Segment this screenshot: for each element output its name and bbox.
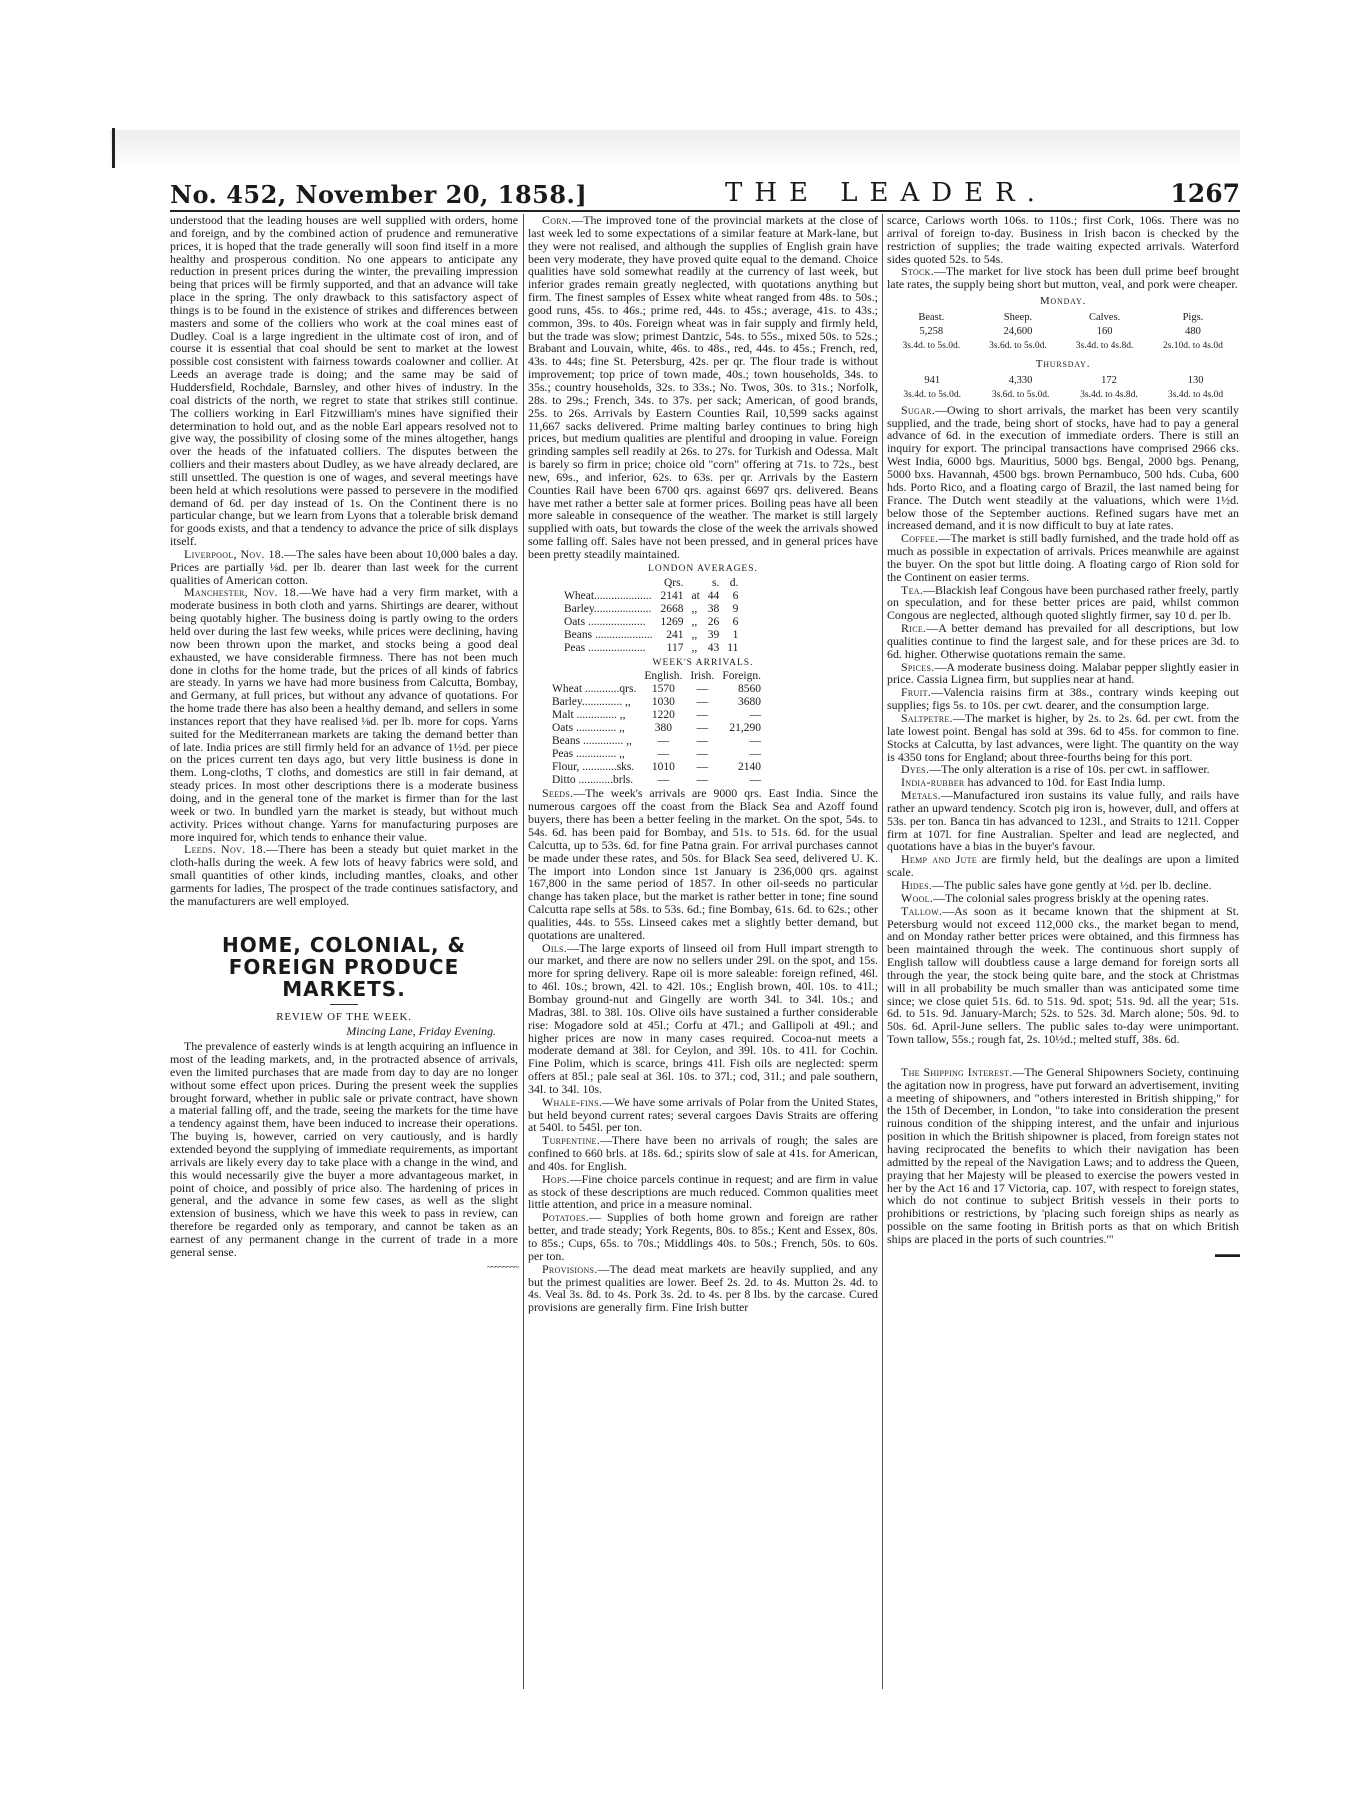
paragraph-coffee: [887, 532, 1239, 583]
table-cell: 130: [1187, 374, 1204, 386]
paragraph-rice: [887, 622, 1239, 661]
table-cell: Wheat ............qrs.: [552, 683, 637, 696]
table-cell: 6: [732, 589, 739, 602]
arrivals-title: WEEK'S ARRIVALS.: [652, 657, 754, 668]
paragraph-lead: Rice.: [901, 621, 927, 636]
end-ornament: ~~~~~~~~: [487, 1261, 518, 1272]
paragraph-lead: Sugar.: [901, 402, 936, 417]
table-cell: 241: [666, 628, 684, 641]
table-row: [560, 590, 742, 603]
table-cell: —: [749, 774, 761, 787]
scan-shadow: [110, 130, 1240, 170]
table-cell: Qrs.: [663, 576, 684, 589]
table-cell: Beans .............. ,,: [552, 735, 632, 748]
paragraph-manchester: [170, 586, 518, 843]
paragraph-shipping-interest: [887, 1066, 1239, 1246]
paragraph-lead: Provisions.: [542, 1261, 598, 1276]
table-cell: 172: [1101, 374, 1117, 386]
table-cell: 1010: [651, 761, 675, 774]
paragraph-text: —The improved tone of the provincial markets at the close of last week led to some expectations of a similar feature at Mark-lane, but they were not realised, and although the supplies of English grain have been very moderate, they have proved quite equal to the demand. Choice qualities have sold somewhat readily at the currency of last week, but inferior grades remain greatly neglected, with quotations anything but firm. The finest samples of Essex white wheat ranged from 48s. to 50s.; good runs, 45s. to 46s.; prime red, 44s. to 45s.; average, 41s. to 43s.; common, 39s. to 40s. Foreign wheat was in fair supply and firmly held, but the trade was slow; primest Dantzic, 54s. to 55s., mixed 50s. to 52s.; Brabant and Louvain, white, 46s. to 48s., red, 44s. to 45s.; French, red, 43s. to 44s; fine St. Petersburg, 42s. per qr. The flour trade is without improvement; top price of town made, 40s.; town households, 34s. to 35s.; country households, 32s. to 33s.; No. Twos, 30s. to 31s.; Norfolk, 28s. to 29s.; French, 34s. to 37s. per sack; American, of good brands, 25s. to 26s. Arrivals by Eastern Counties Rail, 10,599 sacks against 11,667 sacks delivered. Prime malting barley continues to bring high prices, but medium qualities are plentiful and drooping in value. Foreign grinding samples sell readily at 26s. to 27s. for Turkish and Odessa. Malt is barely so firm in price; choice old "corn" offering at 71s. to 72s., best new, 69s., and inferior, 62s. to 63s. per qr. Arrivals by the Eastern Counties Rail have been 6700 qrs. against 6697 qrs. delivered. Beans have met rather a better sale at former prices. Boiling peas have all been more saleable in consequence of the weather. The market is still largely supplied with oats, but towards the close of the week the arrivals showed some falling off. Sales have not been pressed, and in general prices have been pretty steadily maintained.: [528, 213, 878, 561]
table-cell: —: [696, 696, 709, 709]
column-rule: [882, 214, 883, 1689]
paragraph-text: —We have had a very firm market, with a moderate business in both cloth and yarns. Shirtings are dearer, without being quotably higher. The business doing is partly owing to the orders held over during the last few weeks, while prices were declining, having now been thrown upon the market, and stocks being a good deal exhausted, we have considerable firmness. There has not been much done in cloths for the home trade, but the prices of all kinds of fabrics are steady. In yarns we have had more business from Calcutta, Bombay, and Germany, at full prices, but without any advance of quotations. For the home trade there has also been a healthy demand, and sellers in some instances report that they have realised ⅛d. per lb. more for cops. Yarns suited for the Mediterranean markets are taking the demand better than of late. India prices are still firmly held for an advance of 1½d. per piece on the prices current ten days ago, but very little business is done in them. Long-cloths, T cloths, and domestics are still in fair demand, at steady prices. In most other descriptions there is a moderate business doing, and in the general tone of the market is firmer than for the last week or two. In bundled yarn the market is steady, but without much activity. Prices without change. Yarns for manufacturing purposes are more inquired for, which tends to enhance their value.: [170, 585, 518, 844]
paragraph-fruit: [887, 686, 1239, 712]
column-2: [528, 214, 878, 1314]
paragraph-lead: Seeds.: [542, 786, 574, 801]
table-header-row: [889, 312, 1237, 324]
table-cell: [560, 577, 656, 590]
table-row: [560, 616, 742, 629]
table-cell: Irish.: [690, 670, 715, 683]
table-cell: Barley....................: [564, 602, 652, 615]
table-cell: 2s.10d. to 4s.0d: [1162, 340, 1223, 351]
paragraph-text: —The week's arrivals are 9000 qrs. East India. Since the numerous cargoes off the coast from the Black Sea and Azoff found buyers, there has been a better feeling in the market. On the spot, 54s. to 54s. 6d. has been paid for Bombay, and 51s. to 51s. 6d. for the usual Calcutta, up to 53s. 6d. for fine Patna grain. For arrival purchases cannot be made under these rates, and 50s. for Black Sea seed, delivered U. K. The import into London since 1st January is 236,000 qrs. against 167,800 in the same period of 1857. In other oil-seeds no particular change has taken place, but the market is rather better in tone; fine sound Calcutta rape sells at 58s. to 53s. 6d.; fine Bombay, 61s. 6d. to 62s.; other qualities, 44s. to 55s. Linseed cakes met a slightly better demand, but quotations are unaltered.: [528, 786, 878, 942]
table-cell: English.: [644, 670, 683, 683]
table-cell: 39: [707, 628, 720, 641]
paragraph-lead: Saltpetre.: [901, 711, 953, 725]
paragraph-lead: The Shipping Interest.: [901, 1064, 1013, 1079]
paragraph-whale-fins: [528, 1096, 878, 1135]
paragraph-potatoes: [528, 1211, 878, 1262]
paragraph-tea: [887, 584, 1239, 623]
paragraph-text: —The only alteration is a rise of 10s. per cwt. in safflower.: [929, 762, 1210, 777]
table-cell: 38: [707, 602, 720, 615]
table-cell: 26: [707, 615, 720, 628]
paragraph-text: —Valencia raisins firm at 38s., contrary winds keeping out supplies; figs 5s. to 10s. per cwt. dearer, and the consumption large.: [887, 685, 1239, 713]
paragraph-lead: Potatoes.: [542, 1210, 590, 1225]
paragraph-provisions: [528, 1263, 878, 1314]
paragraph-text: —The sales have been about 10,000 bales a day. Prices are partially ⅛d. per lb. dearer than last week for the current qualities of American cotton.: [170, 546, 518, 587]
table-row: [548, 696, 765, 709]
monday-heading: Monday.: [1039, 295, 1087, 308]
table-cell: —: [696, 748, 709, 761]
paragraph-text: —Blackish leaf Congous have been purchased rather freely, partly on speculation, and for these better prices are paid, whilst common Congous are neglected, although quoted slightly firmer, say 10 d. per lb.: [887, 582, 1239, 623]
table-cell: at: [691, 589, 700, 602]
paragraph-seeds: [528, 787, 878, 941]
paragraph-lead: Corn.: [542, 213, 572, 227]
paragraph-oils: [528, 942, 878, 1096]
table-cell: 1030: [651, 696, 675, 709]
scan-edge: [112, 128, 115, 168]
table-cell: 3s.4d. to 4s.8d.: [1080, 389, 1138, 400]
table-cell: 24,600: [1003, 325, 1033, 337]
paragraph-lead: Metals.: [901, 788, 941, 803]
table-cell: Flour, ............sks.: [552, 761, 635, 774]
table-cell: Oats ....................: [564, 615, 646, 628]
paragraph-leeds: [170, 843, 518, 907]
paragraph-lead: Hides.: [901, 877, 933, 892]
paragraph-turpentine: [528, 1134, 878, 1173]
end-ornament: ▬▬▬: [1215, 1248, 1239, 1259]
table-cell: 4,330: [1008, 374, 1033, 386]
table-cell: 2668: [660, 602, 684, 615]
table-cell: Beast.: [918, 311, 945, 323]
paragraph-text: —The market is higher, by 2s. to 2s. 6d. per cwt. from the late lowest point. Bengal has sold at 39s. 6d to 45s. for common to fine. Stocks at Calcutta, by last advances, were light. The quantity on the way is 4350 tons for England; about three-fourths being for this port.: [887, 711, 1239, 764]
table-cell: Barley.............. ,,: [552, 696, 631, 709]
table-row: [548, 722, 765, 735]
table-cell: 3s.4d. to 5s.0d.: [903, 389, 961, 400]
table-cell: Beans ....................: [564, 628, 653, 641]
masthead-title: THE LEADER.: [725, 178, 1047, 208]
table-cell: Malt .............. ,,: [552, 709, 626, 722]
paragraph-lead: Hemp and Jute: [901, 852, 977, 867]
paragraph-hemp: [887, 853, 1239, 879]
table-cell: 8560: [737, 683, 761, 696]
provisions-continuation: scarce, Carlows worth 106s. to 110s.; first Cork, 106s. There was no arrival of foreign to-day. Business in Irish bacon is checked by the restriction of supplies; the trade waiting expected arrivals. Waterford sides quoted 52s. to 54s.: [887, 213, 1239, 266]
table-cell: ,,: [691, 628, 698, 641]
paragraph-text: —The large exports of linseed oil from Hull impart strength to our market, and there are now no sellers under 29l. on the spot, and 15s. more for spring delivery. Rape oil is more saleable: foreign refined, 46l. to 46l. 10s.; brown, 42l. to 42l. 10s.; English brown, 40l. 10s. to 41l.; Bombay ground-nut and Gingelly are worth 34l. to 34l. 10s.; and Madras, 38l. to 38l. 10s. Olive oils have sustained a further considerable rise: Mogadore sold at 45l.; Corfu at 47l.; and Gallipoli at 49l.; and higher prices are now in many cases required. Cocoa-nut meets a moderate demand at 38l. for Ceylon, and 39l. 10s. to 41l. for Cochin. Fine Polim, which is scarce, brings 41l. Fish oils are neglected: sperm offers at 85l.; pale seal at 36l. 10s. to 37l.; cod, 31l.; and pale southern, 34l. to 34l. 10s.: [528, 940, 878, 1096]
table-cell: 1: [732, 628, 739, 641]
table-cell: 3s.4d. to 4s.0d: [1168, 389, 1224, 400]
table-cell: Calves.: [1088, 311, 1121, 323]
paragraph-text: —A better demand has prevailed for all descriptions, but low qualities continue to find the largest sale, and for these prices are 3d. to 6d. higher. Otherwise quotations remain the same.: [887, 621, 1239, 661]
table-row: [560, 642, 742, 655]
issue-line: No. 452, November 20, 1858.]: [170, 180, 588, 209]
table-cell: Pigs.: [1182, 311, 1204, 323]
table-cell: s.: [711, 576, 720, 589]
table-cell: Peas ....................: [564, 641, 646, 654]
table-cell: —: [749, 748, 761, 761]
averages-table: [560, 577, 742, 655]
column-3: [887, 214, 1239, 1261]
paragraph-lead: Leeds. Nov. 18.: [184, 842, 267, 857]
paragraph-text: —Fine choice parcels continue in request; and are firm in value as stock of these descriptions are much reduced. Common qualities meet little attention, and price in a measure nominal.: [528, 1171, 878, 1212]
table-cell: 3s.4d. to 4s.8d.: [1075, 340, 1134, 351]
paragraph-lead: Tea.: [901, 582, 924, 597]
table-row: [548, 735, 765, 748]
table-cell: ,,: [691, 615, 698, 628]
paragraph-sugar: [887, 404, 1239, 532]
table-cell: ,,: [691, 602, 698, 615]
table-row: [889, 340, 1237, 352]
table-cell: 9: [732, 602, 739, 615]
paragraph-lead: Oils.: [542, 940, 568, 955]
article-continuation: understood that the leading houses are well supplied with orders, home and foreign, and by the combined action of prudence and remunerative prices, it is hoped that the trade generally will soon find itself in a more healthy and prosperous condition. No one appears to anticipate any reduction in present prices during the winter, the prevailing impression being that prices will be firmly supported, and that an advance will take place in the spring. The only drawback to this satisfactory aspect of things is to be found in the existence of strikes and differences between masters and some of the colliers who work at the coal mines east of Dudley. Coal is a large ingredient in the ultimate cost of iron, and of course it is essential that coal should be sent to market at the lowest possible cost consistent with fairness towards coalowner and collier. At Leeds an average trade is doing; and the same may be said of Huddersfield, Rochdale, Barnsley, and other hives of industry. In the coal districts of the north, we regret to state that strikes still continue. The colliers working in Earl Fitzwilliam's mines have signified their determination to hold out, and as the noble Earl appears resolved not to give way, the possibility of closing some of the mines altogether, hangs over the heads of the infatuated colliers. The disputes between the colliers and their masters about Dudley, as we have already declared, are still unsettled. The question is one of wages, and several meetings have been held at which resolutions were passed to persevere in the modified demand of 6d. per day instead of 1s. On the Continent there is no particular change, but we learn from Lyons that a tolerable brisk demand for goods exists, and that a tendency to advance the price of silk displays itself.: [170, 213, 518, 549]
table-cell: Oats .............. ,,: [552, 722, 625, 735]
table-cell: 6: [732, 615, 739, 628]
table-cell: [548, 670, 640, 683]
review-text: The prevalence of easterly winds is at length acquiring an influence in most of the leading markets, and, in the protracted absence of arrivals, even the limited purchases that are made from day to day are no longer without some effect upon prices. During the present week the supplies brought forward, whether in public sale or private contract, have shown a material falling off, and the trade, seeing the markets for the time have a tendency against them, have been induced to increase their operations. The buying is, however, carried on very cautiously, and is hardly extended beyond the supplying of immediate requirements, as important arrivals are likely every day to take place with a change in the wind, and this would necessarily give the buyer a more advantageous market, in point of choice, and possibly of price also. The hardening of prices in general, and the advance in some few cases, as well as the slight extension of business, which we have this week to pass in review, can therefore be regarded only as temporary, and cannot be taken as an earnest of any permanent change in the current of trade in a more general sense.: [170, 1039, 518, 1259]
table-cell: 43: [707, 641, 720, 654]
paragraph-lead: Hops.: [542, 1171, 570, 1186]
paragraph-text: — Supplies of both home grown and foreign are rather better, and trade steady; York Regents, 80s. to 85s.; Kent and Essex, 80s. to 85s.; Cups, 65s. to 70s.; Middlings 40s. to 50s.; French, 50s. to 60s. per ton.: [528, 1210, 878, 1263]
paragraph-saltpetre: [887, 712, 1239, 763]
table-cell: —: [696, 722, 709, 735]
paragraph-text: has advanced to 10d. for East India lump.: [964, 775, 1166, 790]
paragraph-text: —The public sales have gone gently at ½d. per lb. decline.: [932, 877, 1212, 892]
table-cell: —: [657, 735, 670, 748]
paragraph-text: —There has been a steady but quiet market in the cloth-halls during the week. A few lots of heavy fabrics were sold, and small quantities of other kinds, including mantles, cloaks, and other garments for ladies, The prospect of the trade continues satisfactory, and the manufacturers are well employed.: [170, 842, 518, 908]
table-row: [889, 375, 1237, 387]
paragraph-hops: [528, 1173, 878, 1212]
paragraph-text: —The dead meat markets are heavily supplied, and any but the primest qualities are lower. Beef 2s. 2d. to 4s. Mutton 2s. 4d. to 4s. Veal 3s. 8d. to 4s. Pork 3s. 2d. to 4s. per 8 lbs. by the carcase. Cured provisions are generally firm. Fine Irish butter: [528, 1261, 878, 1315]
averages-title: LONDON AVERAGES.: [648, 563, 758, 574]
paragraph-text: —Manufactured iron sustains its value fully, and rails have rather an upward tendency. Scotch pig iron is, however, dull, and offers at 53s. per ton. Banca tin has advanced to 123l., and Straits to 121l. Copper firm at 107l. for fine Australian. Spelter and lead are neglected, and quotations have a bias in the buyer's favour.: [887, 788, 1239, 854]
table-cell: Ditto ............brls.: [552, 774, 634, 787]
paragraph-text: —The General Shipowners Society, continuing the agitation now in progress, have put forward an advertisement, inviting a meeting of shipowners, and "others interested in British shipping," for the 15th of December, in London, "to take into consideration the present ruinous condition of the shipping interest, and the unfair and injurious position in which the British shipowner is placed, from foreign states not having reciprocated the benefits to which their navigation has been admitted by the repeal of the Navigation Laws; and to address the Queen, praying that her Majesty will be pleased to exercise the powers vested in her by the Act 16 and 17 Victoria, cap. 107, with respect to foreign states, which do not continue to subject British vessels in their ports to prohibitions or restrictions, by 'placing such foreign ships as nearly as possible on the same footing in British ports as that on which British ships are placed in the ports of such countries.'": [887, 1064, 1240, 1246]
paragraph-lead: Whale-fins.: [542, 1094, 603, 1109]
stock-table-thursday: [887, 373, 1239, 403]
table-cell: 117: [666, 641, 684, 654]
table-cell: 3s.6d. to 5s.0d.: [991, 389, 1050, 400]
page-number: 1267: [1170, 179, 1240, 208]
paragraph-lead: Spices.: [901, 659, 935, 674]
table-row: [560, 603, 742, 616]
paragraph-text: —The market is still badly furnished, and the trade hold off as much as possible in expectation of arrivals. Prices meanwhile are against the buyer. On the spot but little doing. A floating cargo of Rion sold for the Continent on easier terms.: [887, 531, 1239, 584]
table-cell: —: [657, 748, 670, 761]
paragraph-metals: [887, 789, 1239, 853]
paragraph-liverpool: [170, 548, 518, 587]
arrivals-table: [548, 670, 765, 787]
table-cell: 21,290: [729, 722, 761, 735]
table-row: [548, 709, 765, 722]
paragraph-corn: [528, 214, 878, 561]
table-cell: —: [657, 774, 670, 787]
table-cell: —: [696, 774, 709, 787]
table-header-row: [560, 577, 742, 590]
table-row: [560, 629, 742, 642]
paragraph-lead: Manchester, Nov. 18.: [184, 585, 300, 600]
paragraph-text: —A moderate business doing. Malabar pepper slightly easier in price. Cassia Lignea firm, but supplies near at hand.: [887, 659, 1239, 687]
table-cell: 3s.4d. to 5s.0d.: [902, 340, 961, 351]
paragraph-text: —We have some arrivals of Polar from the United States, but held beyond current rates; several cargoes Davis Straits are offering at 540l. to 545l. per ton.: [528, 1094, 878, 1135]
table-cell: 380: [654, 722, 672, 735]
section-heading: HOME, COLONIAL, & FOREIGN PRODUCE MARKETS.: [222, 932, 466, 1001]
table-cell: 5,258: [919, 325, 944, 337]
table-cell: d.: [729, 576, 739, 589]
table-cell: —: [696, 709, 709, 722]
table-cell: —: [749, 735, 761, 748]
paragraph-lead: Stock.: [901, 264, 935, 279]
paragraph-text: —The colonial sales progress briskly at the opening rates.: [933, 890, 1209, 905]
paragraph-text: —The market for live stock has been dull prime beef brought late rates, the supply being short but mutton, veal, and pork were cheaper.: [887, 264, 1239, 292]
table-cell: ,,: [691, 641, 698, 654]
table-row: [889, 326, 1237, 338]
review-heading: REVIEW OF THE WEEK.: [276, 1010, 412, 1023]
table-cell: Foreign.: [722, 670, 761, 683]
table-cell: 3s.6d. to 5s.0d.: [989, 340, 1047, 351]
table-cell: 1269: [660, 615, 684, 628]
table-cell: —: [696, 761, 709, 774]
paragraph-spices: [887, 661, 1239, 687]
table-row: [548, 748, 765, 761]
paragraph-text: —There have been no arrivals of rough; the sales are confined to 660 brls. at 18s. 6d.; spirits slow of sale at 41s. for American, and 40s. for English.: [528, 1133, 878, 1173]
paragraph-stock: [887, 265, 1239, 291]
paragraph-lead: Liverpool, Nov. 18.: [184, 546, 285, 561]
table-cell: Wheat....................: [564, 589, 652, 602]
paragraph-lead: India-rubber: [901, 775, 965, 790]
table-cell: 11: [727, 641, 739, 654]
table-cell: Sheep.: [1003, 311, 1033, 323]
table-cell: 2141: [660, 589, 684, 602]
table-cell: 941: [924, 374, 941, 386]
table-row: [889, 389, 1237, 401]
table-cell: 44: [707, 589, 720, 602]
table-cell: 2140: [737, 761, 761, 774]
table-row: [548, 683, 765, 696]
paragraph-text: —As soon as it became known that the shipment at St. Petersburg would not exceed 112,000 cks., the market began to mend, and on Monday rather better prices were obtained, and this firmness has been maintained through the week. The continuous short supply of English tallow will doubtless cause a large demand for foreign sorts all through the year, the stock being quite bare, and the stock at Christmas will in all probability be much smaller than was anticipated some time since; we close quiet 51s. 6d. to 51s. 9d. spot; 51s. 9d. all the year; 51s. 6d. to 51s. 9d. January-March; 52s. to 52s. 3d. March alone; 50s. 9d. to 50s. 6d. April-June sellers. The public sales to-day were unimportant. Town tallow, 55s.; rough fat, 2s. 10½d.; melted stuff, 38s. 6d.: [887, 903, 1239, 1047]
paragraph-tallow: [887, 905, 1239, 1046]
paragraph-lead: Fruit.: [901, 685, 932, 700]
table-cell: —: [696, 683, 709, 696]
dateline: Mincing Lane, Friday Evening.: [346, 1024, 496, 1039]
paragraph-lead: Dyes.: [901, 762, 930, 777]
paragraph-lead: Turpentine.: [542, 1133, 600, 1148]
column-1: [170, 214, 518, 1273]
paragraph-lead: Wool.: [901, 890, 934, 905]
table-cell: [687, 577, 703, 590]
paragraph-text: are firmly held, but the dealings are upon a limited scale.: [887, 852, 1239, 880]
paragraph-text: —Owing to short arrivals, the market has been very scantily supplied, and the trade, being short of stocks, have had to pay a general advance of 6d. in the execution of immediate orders. There is still an inquiry for export. The principal transactions have comprised 2966 cks. West India, 6000 bgs. Mauritius, 5000 bgs. Bengal, 2000 bgs. Penang, 5000 bxs. Havannah, 4500 bgs. brown Pernambuco, 500 hds. Cuba, 600 hds. Porto Rico, and a floating cargo of Brazil, the last named being for France. The Dutch went steadily at the valuations, which were 1½d. below those of the September auctions. Refined sugars have met an increased demand, and it is now difficult to buy at late rates.: [887, 402, 1239, 533]
divider: [330, 1004, 358, 1005]
table-cell: 3680: [737, 696, 761, 709]
paragraph-lead: Coffee.: [901, 531, 939, 546]
table-cell: 480: [1185, 325, 1201, 337]
stock-table-monday: [887, 310, 1239, 354]
table-header-row: [548, 670, 765, 683]
table-row: [548, 761, 765, 774]
table-cell: 160: [1096, 325, 1113, 337]
table-cell: Peas .............. ,,: [552, 748, 625, 761]
table-cell: —: [696, 735, 709, 748]
header-rule: [170, 210, 1240, 212]
table-cell: —: [749, 709, 761, 722]
paragraph-lead: Tallow.: [901, 903, 943, 918]
table-cell: 1570: [651, 683, 675, 696]
thursday-heading: Thursday.: [1035, 357, 1091, 370]
column-rule: [523, 214, 524, 1689]
page-header: [170, 178, 1240, 208]
table-cell: 1220: [651, 709, 675, 722]
